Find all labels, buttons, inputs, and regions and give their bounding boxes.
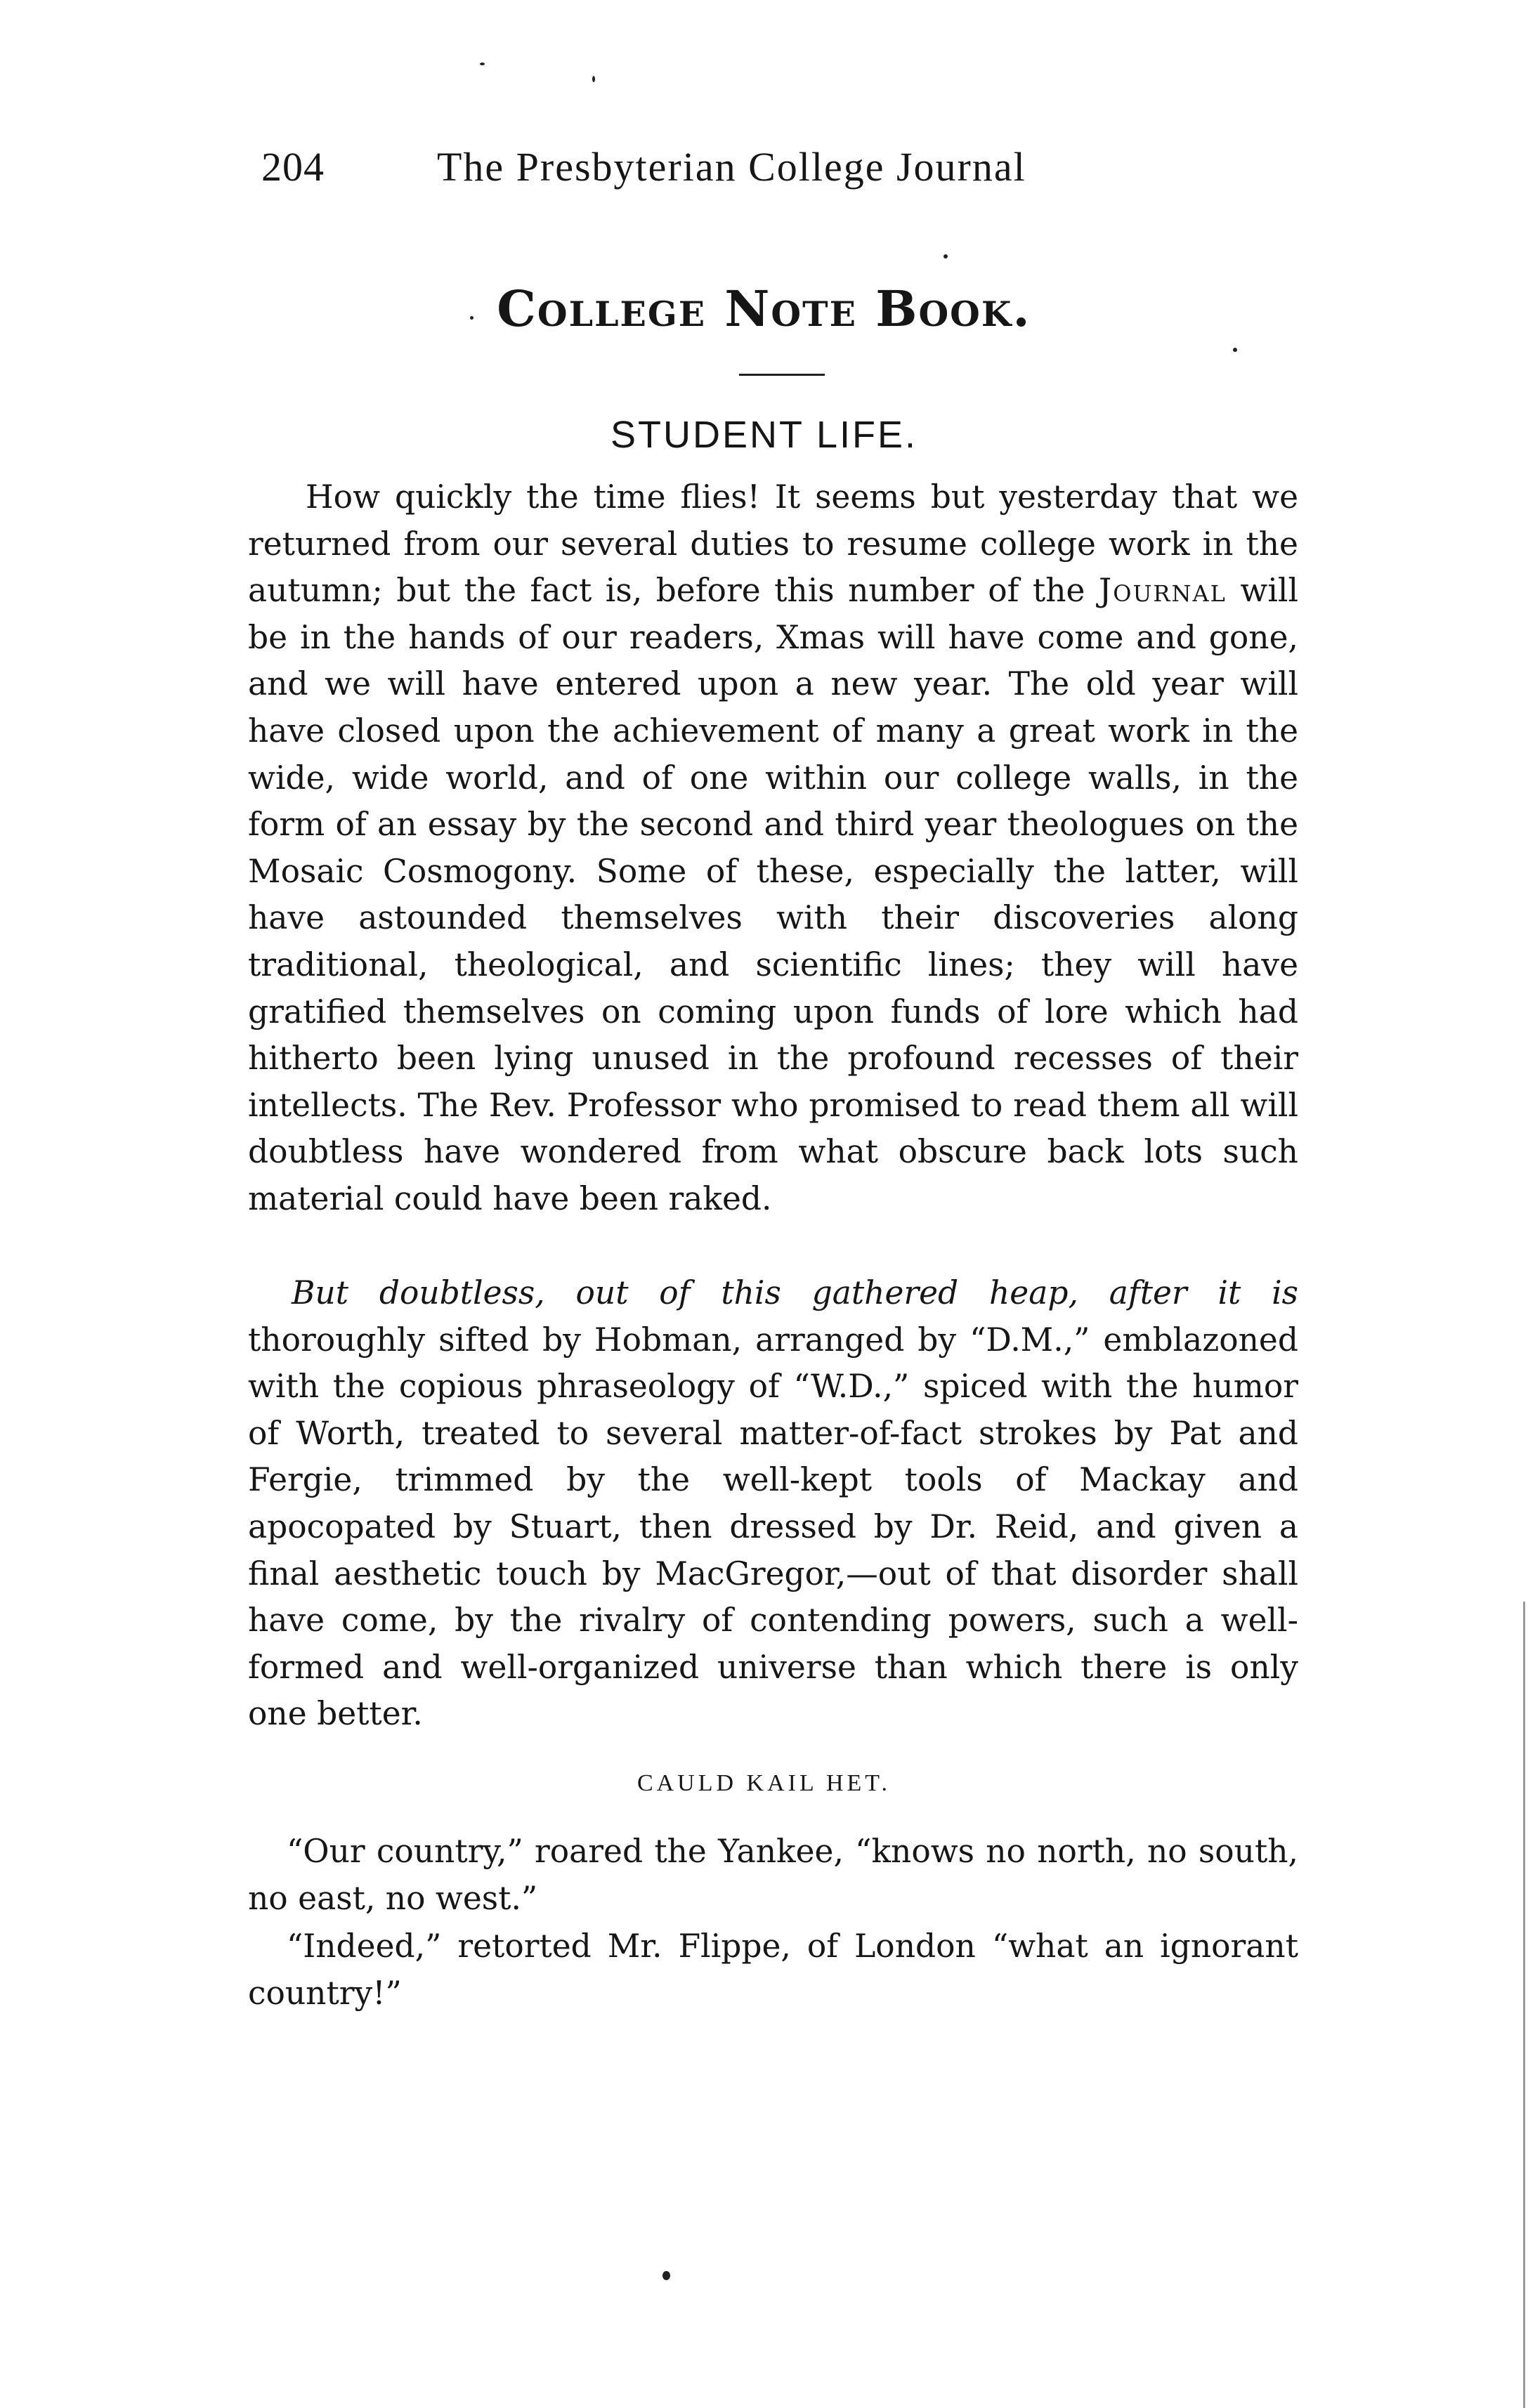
paragraph-2-italic-lead: But doubtless, out of this gathered heap, after it is (292, 1274, 1298, 1311)
section-subtitle: STUDENT LIFE. (610, 414, 918, 456)
title-rule (739, 374, 825, 376)
print-speck (480, 63, 485, 65)
print-speck (1233, 348, 1237, 352)
anecdote-line-2: “Indeed,” retorted Mr. Flippe, of London “what an ignorant country!” (248, 1928, 1298, 2012)
section-title: College Note Book. (497, 280, 1031, 338)
print-speck (470, 316, 474, 320)
anecdote-line-1: “Our country,” roared the Yankee, “knows no north, no south, no east, no west.” (248, 1833, 1298, 1917)
print-speck (662, 2271, 670, 2280)
print-speck (943, 254, 948, 259)
page-number: 204 (261, 144, 325, 190)
journal-word: Journal (1098, 572, 1227, 610)
paragraph-1-lead: How quickly the time flies! It seems but yesterday that we returned from our several duties to resume college work in the autumn; but the fact is, before this number of the (248, 478, 1298, 610)
paragraph-1 (248, 474, 1298, 1223)
paragraph-2-rest: thoroughly sifted by Hobman, arranged by “D.M.,” emblazoned with the copious phraseology of “W.D.,” spiced with the humor of Worth, treated to several matter-of-fact strokes by Pat and Fergie, trimmed by the well-kept tools of Mackay and apocopated by Stuart, then dressed by Dr. Reid, and given a final aesthetic touch by MacGregor,—out of that disorder shall have come, by the rivalry of contending powers, such a well-formed and well-organized universe than which there is only one better. (248, 1321, 1298, 1733)
print-speck (592, 76, 595, 82)
running-head (261, 135, 1280, 198)
page-edge-line (1523, 1602, 1525, 2408)
paragraph-1-rest: will be in the hands of our readers, Xmas will have come and gone, and we will have entered upon a new year. The old year will have closed upon the achievement of many a great work in the wide, wide world, and of one within our college walls, in the form of an essay by the second and third year theologues on the Mosaic Cosmogony. Some of these, especially the latter, will have astounded themselves with their discoveries along traditional, theological, and scientific lines; they will have gratified themselves on coming upon funds of lore which had hitherto been lying unused in the profound recesses of their intellects. The Rev. Professor who promised to read them all will doubtless have wondered from what obscure back lots such material could have been raked. (248, 572, 1298, 1217)
journal-title: The Presbyterian College Journal (437, 144, 1026, 190)
paragraph-2 (248, 1270, 1298, 1738)
anecdote-title: CAULD KAIL HET. (636, 1770, 892, 1796)
